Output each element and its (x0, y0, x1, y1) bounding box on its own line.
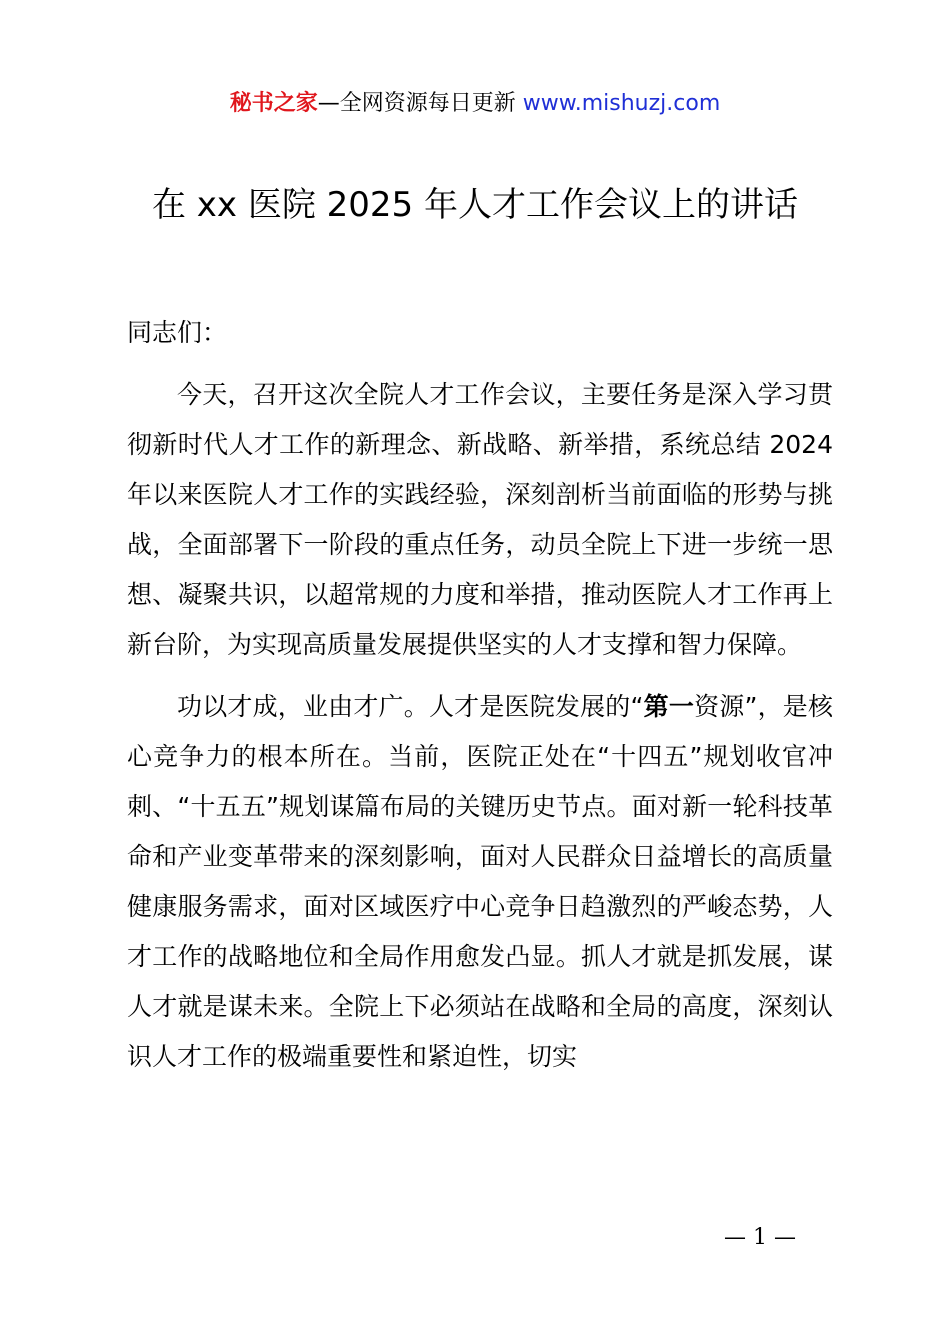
paragraph-1: 今天，召开这次全院人才工作会议，主要任务是深入学习贯彻新时代人才工作的新理念、新战略、新举措，系统总结 2024 年以来医院人才工作的实践经验，深刻剖析当前面临的形势与挑战，全面部署下一阶段的重点任务，动员全院上下进一步统一思想、凝聚共识，以超常规的力度和举措，推动医院人才工作再上新台阶，为实现高质量发展提供坚实的人才支撑和智力保障。 (127, 380, 833, 659)
document-title: 在 xx 医院 2025 年人才工作会议上的讲话 (152, 185, 798, 225)
paragraph-2-text-before: 功以才成，业由才广。人才是医院发展的“ (177, 692, 644, 721)
site-brand: 秘书之家 (229, 91, 318, 116)
greeting: 同志们： (127, 318, 228, 347)
site-header (0, 88, 950, 120)
paragraph-2-bold-term: 第一 (643, 692, 695, 721)
site-url-link[interactable]: www.mishuzj.com (522, 91, 721, 116)
paragraph-2-text-after: 资源”，是核心竞争力的根本所在。当前，医院正处在“十四五”规划收官冲刺、“十五五”规划谋篇布局的关键历史节点。面对新一轮科技革命和产业变革带来的深刻影响，面对人民群众日益增长的高质量健康服务需求，面对区域医疗中心竞争日趋激烈的严峻态势，人才工作的战略地位和全局作用愈发凸显。抓人才就是抓发展，谋人才就是谋未来。全院上下必须站在战略和全局的高度，深刻认识人才工作的极端重要性和紧迫性，切实 (127, 692, 833, 1071)
paragraph-2 (127, 682, 833, 1082)
page-number: — 1 — (724, 1225, 796, 1250)
site-tagline: —全网资源每日更新 (317, 91, 516, 116)
document-body (127, 308, 833, 1082)
